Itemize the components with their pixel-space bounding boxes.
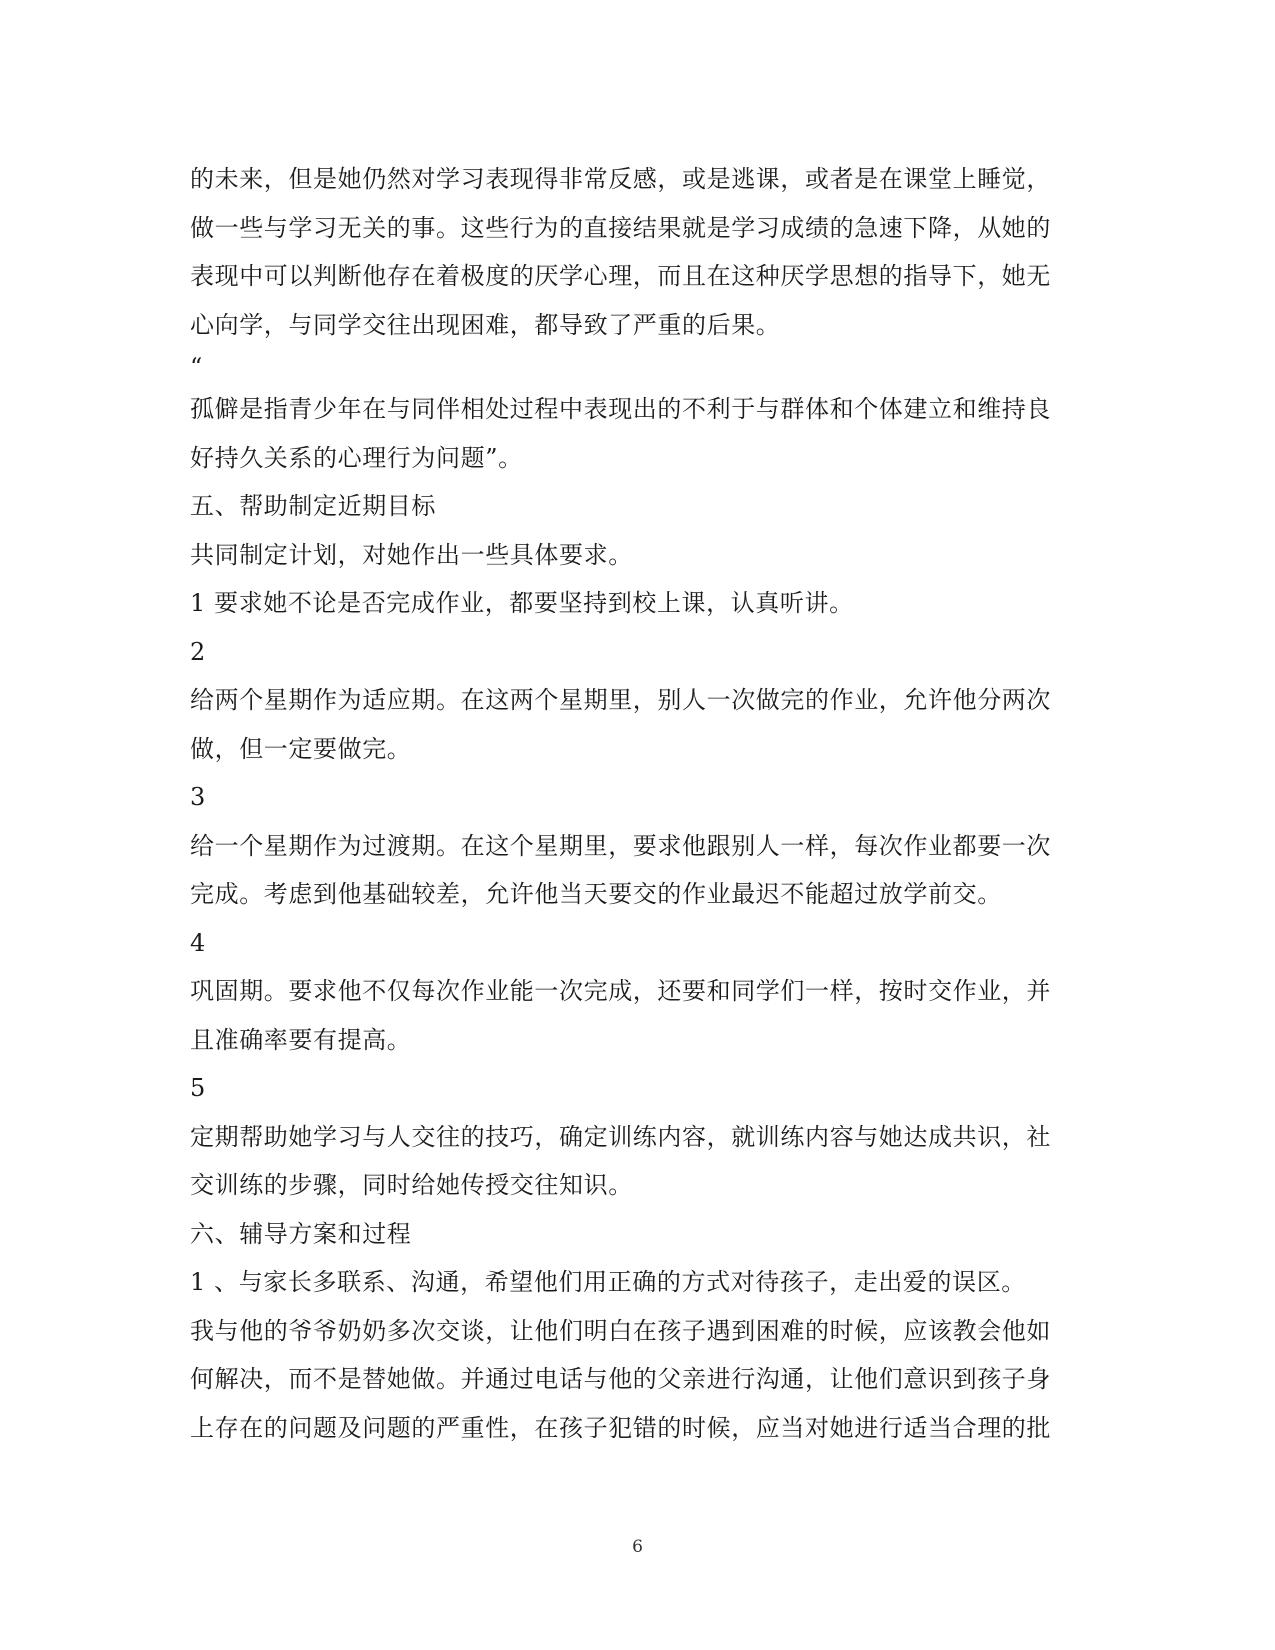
text-line: 巩固期。要求他不仅每次作业能一次完成，还要和同学们一样，按时交作业，并 <box>190 977 1051 1005</box>
text-line: 给两个星期作为适应期。在这两个星期里，别人一次做完的作业，允许他分两次 <box>190 686 1051 714</box>
list-number-2: 2 <box>190 637 206 666</box>
quote-mark-line: “ <box>190 353 203 381</box>
text-line: 给一个星期作为过渡期。在这个星期里，要求他跟别人一样，每次作业都要一次 <box>190 831 1051 860</box>
text-line: 心向学，与同学交往出现困难，都导致了严重的后果。 <box>190 310 781 339</box>
list-number-5: 5 <box>190 1074 206 1102</box>
text-line: 完成。考虑到他基础较差，允许他当天要交的作业最迟不能超过放学前交。 <box>190 880 1002 908</box>
text-line: 做一些与学习无关的事。这些行为的直接结果就是学习成绩的急速下降，从她的 <box>190 213 1051 242</box>
text-line: 共同制定计划，对她作出一些具体要求。 <box>190 540 633 569</box>
text-line: 的未来，但是她仍然对学习表现得非常反感，或是逃课，或者是在课堂上睡觉， <box>190 165 1051 193</box>
section-heading: 六、辅导方案和过程 <box>190 1219 412 1248</box>
text-line: 何解决，而不是替她做。并通过电话与他的父亲进行沟通，让他们意识到孩子身 <box>190 1365 1051 1393</box>
text-line: 且准确率要有提高。 <box>190 1025 412 1054</box>
text-line: 好持久关系的心理行为问题”。 <box>190 443 523 472</box>
text-line: 上存在的问题及问题的严重性，在孩子犯错的时候，应当对她进行适当合理的批 <box>190 1413 1051 1442</box>
text-line: 做，但一定要做完。 <box>190 734 412 763</box>
text-line: 我与他的爷爷奶奶多次交谈，让他们明白在孩子遇到困难的时候，应该教会他如 <box>190 1316 1051 1345</box>
list-item-1: 1 要求她不论是否完成作业，都要坚持到校上课，认真听讲。 <box>190 589 854 617</box>
text-line: 1 、与家长多联系、沟通，希望他们用正确的方式对待孩子，走出爱的误区。 <box>190 1268 1026 1296</box>
section-heading: 五、帮助制定近期目标 <box>190 492 436 520</box>
body-text <box>190 155 1070 1452</box>
list-number-4: 4 <box>190 928 206 957</box>
text-line: 孤僻是指青少年在与同伴相处过程中表现出的不利于与群体和个体建立和维持良 <box>190 395 1051 423</box>
list-number-3: 3 <box>190 783 206 811</box>
text-line: 交训练的步骤，同时给她传授交往知识。 <box>190 1171 633 1199</box>
text-line: 定期帮助她学习与人交往的技巧，确定训练内容，就训练内容与她达成共识，社 <box>190 1122 1051 1151</box>
page-number: 6 <box>632 1537 643 1557</box>
text-line: 表现中可以判断他存在着极度的厌学心理，而且在这种厌学思想的指导下，她无 <box>190 262 1051 290</box>
